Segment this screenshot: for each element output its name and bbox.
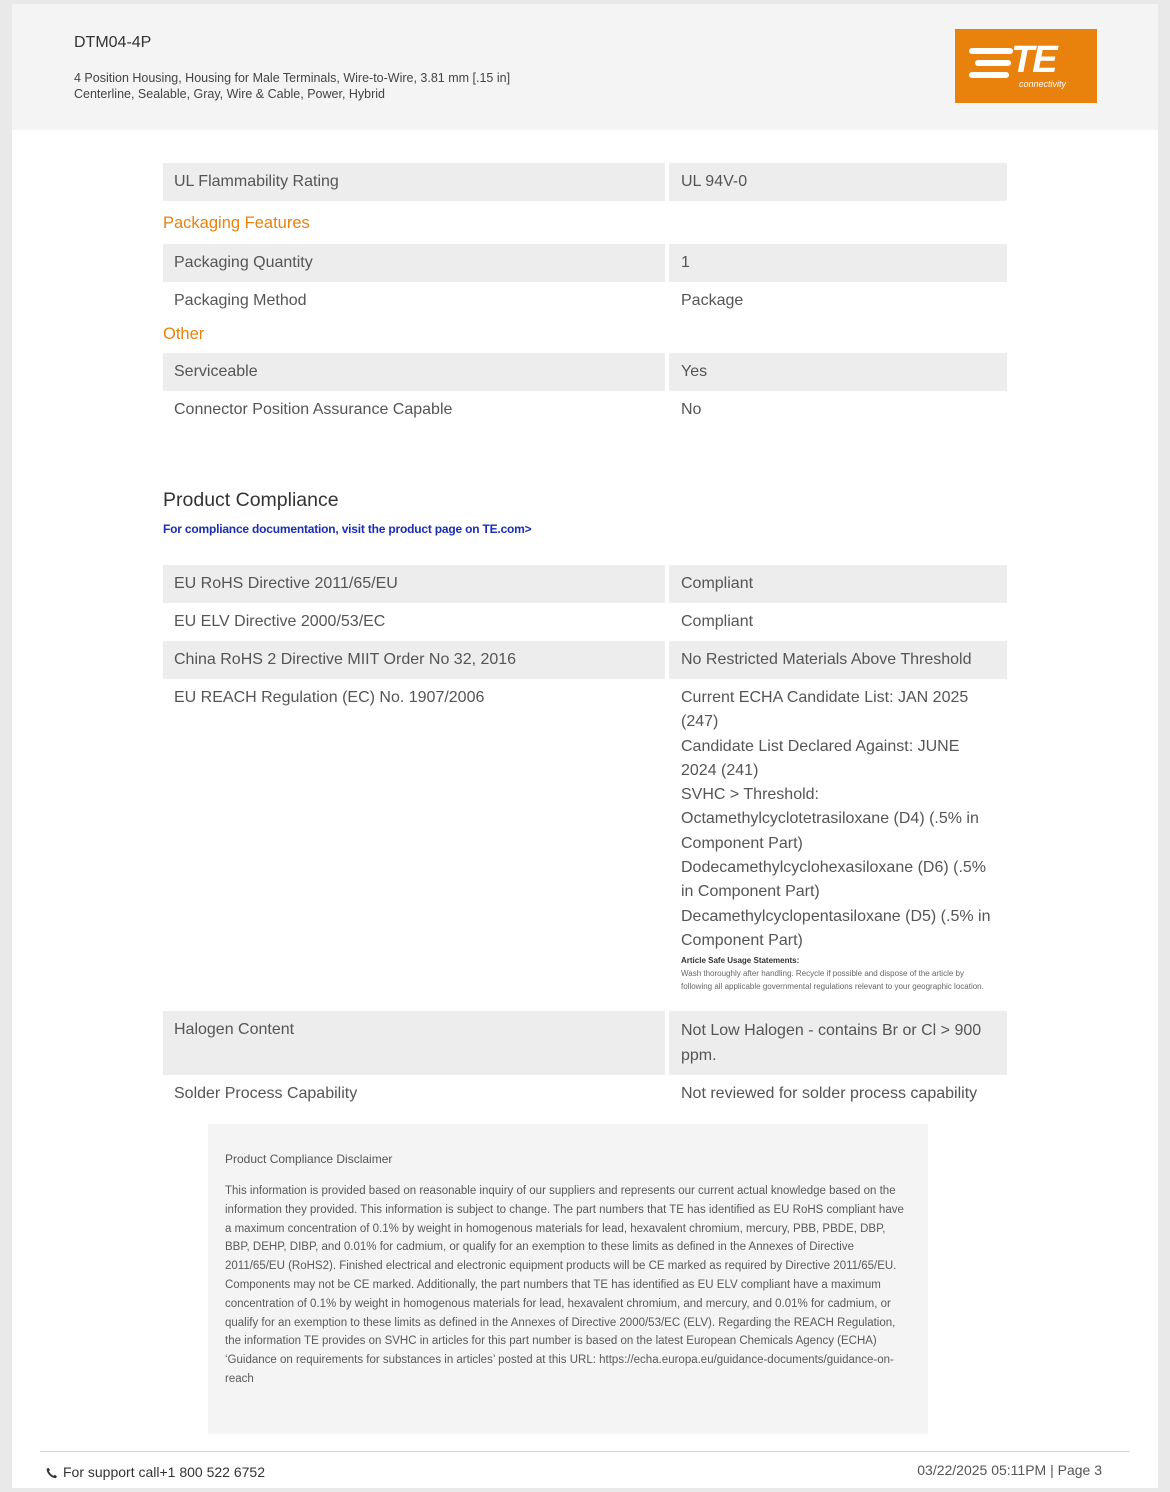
compliance-label: EU REACH Regulation (EC) No. 1907/2006 <box>174 689 485 706</box>
part-description <box>74 70 594 102</box>
compliance-value-reach <box>669 679 1007 1011</box>
spec-row-cpa-capable <box>163 391 1007 429</box>
section-title-packaging: Packaging Features <box>163 214 310 232</box>
compliance-value: Not Low Halogen - contains Br or Cl > 900 ppm. <box>669 1011 1007 1075</box>
compliance-row-solder <box>163 1075 1007 1113</box>
compliance-label: Halogen Content <box>163 1011 665 1075</box>
document-page <box>12 4 1158 1488</box>
footer-divider <box>40 1451 1130 1452</box>
product-compliance-title: Product Compliance <box>163 489 339 511</box>
reach-line: Candidate List Declared Against: JUNE 2024 (241) <box>681 737 960 779</box>
compliance-label: EU ELV Directive 2000/53/EC <box>174 613 386 630</box>
spec-value: No <box>681 401 702 418</box>
article-safe-usage-text: Wash thoroughly after handling. Recycle if possible and dispose of the article by following all applicable governmental regulations relevant to your geographic location. <box>681 969 984 992</box>
reach-line: SVHC > Threshold: <box>681 786 819 804</box>
spec-value: Yes <box>669 353 1007 391</box>
compliance-disclaimer-box <box>208 1124 928 1434</box>
page-header <box>12 4 1158 130</box>
compliance-row-eu-elv <box>163 603 1007 641</box>
compliance-label: EU RoHS Directive 2011/65/EU <box>163 565 665 603</box>
reach-line: Decamethylcyclopentasiloxane (D5) (.5% in Component Part) <box>681 907 991 949</box>
phone-icon <box>46 1466 58 1478</box>
compliance-section <box>163 565 1007 1113</box>
spec-row-serviceable <box>163 353 1007 391</box>
spec-value: Package <box>681 292 744 309</box>
support-contact <box>46 1464 265 1480</box>
compliance-documentation-link[interactable]: For compliance documentation, visit the product page on TE.com> <box>163 522 532 536</box>
disclaimer-title: Product Compliance Disclaimer <box>225 1152 393 1166</box>
compliance-value: No Restricted Materials Above Threshold <box>669 641 1007 679</box>
reach-line: Octamethylcyclotetrasiloxane (D4) (.5% in Component Part) <box>681 810 979 852</box>
compliance-label: China RoHS 2 Directive MIIT Order No 32, 2016 <box>163 641 665 679</box>
spec-value: UL 94V-0 <box>669 163 1007 201</box>
specs-section <box>163 163 1007 429</box>
disclaimer-body: This information is provided based on reasonable inquiry of our suppliers and represents our current actual knowledge based on the information they provided. This information is subject to change. The part numbers that TE has identified as EU RoHS compliant have a maximum concentration of 0.1% by weight in homogenous materials for lead, hexavalent chromium, mercury, PBB, PBDE, DBP, BBP, DEHP, DIBP, and 0.01% for cadmium, or qualify for an exemption to these limits as defined in the Annexes of Directive 2011/65/EU (RoHS2). Finished electrical and electronic equipment products will be CE marked as required by Directive 2011/65/EU. Components may not be CE marked. Additionally, the part numbers that TE has identified as EU ELV compliant have a maximum concentration of 0.1% by weight in homogenous materials for lead, hexavalent chromium, and mercury, and 0.01% for cadmium, or qualify for an exemption to these limits as defined in the Annexes of Directive 2000/53/EC (ELV). Regarding the REACH Regulation, the information TE provides on SVHC in articles for this part number is based on the latest European Chemicals Agency (ECHA) ‘Guidance on requirements for substances in articles’ posted at this URL: https://echa.europa.eu/guidance-documents/guidance-on-reach <box>225 1185 904 1385</box>
timestamp-page-number: 03/22/2025 05:11PM | Page 3 <box>917 1462 1102 1478</box>
compliance-row-china-rohs <box>163 641 1007 679</box>
compliance-row-eu-rohs <box>163 565 1007 603</box>
compliance-row-eu-reach <box>163 679 1007 1011</box>
part-description-line-1: 4 Position Housing, Housing for Male Terminals, Wire-to-Wire, 3.81 mm [.15 in] <box>74 71 511 85</box>
logo-subtext: connectivity <box>1019 79 1067 89</box>
spec-label: Packaging Method <box>174 292 307 309</box>
spec-label: Connector Position Assurance Capable <box>174 401 453 418</box>
spec-row-ul-flammability <box>163 163 1007 201</box>
part-description-line-2: Centerline, Sealable, Gray, Wire & Cable, Power, Hybrid <box>74 87 386 101</box>
compliance-value: Compliant <box>669 565 1007 603</box>
logo-text: TE <box>1011 39 1056 81</box>
reach-line: Current ECHA Candidate List: JAN 2025 (247) <box>681 689 969 731</box>
spec-row-packaging-quantity <box>163 244 1007 282</box>
spec-row-packaging-method <box>163 282 1007 320</box>
compliance-value: Compliant <box>681 613 754 630</box>
section-title-other: Other <box>163 325 205 343</box>
spec-label: UL Flammability Rating <box>163 163 665 201</box>
spec-value: 1 <box>669 244 1007 282</box>
compliance-label: Solder Process Capability <box>174 1085 358 1102</box>
support-text: For support call+1 800 522 6752 <box>63 1464 265 1480</box>
reach-line: Dodecamethylcyclohexasiloxane (D6) (.5% in Component Part) <box>681 859 987 901</box>
spec-label: Packaging Quantity <box>163 244 665 282</box>
te-connectivity-logo <box>955 29 1097 103</box>
compliance-value: Not reviewed for solder process capability <box>681 1085 978 1102</box>
article-safe-usage-title: Article Safe Usage Statements: <box>681 956 800 966</box>
part-number: DTM04-4P <box>74 34 152 51</box>
spec-label: Serviceable <box>163 353 665 391</box>
compliance-row-halogen <box>163 1011 1007 1075</box>
